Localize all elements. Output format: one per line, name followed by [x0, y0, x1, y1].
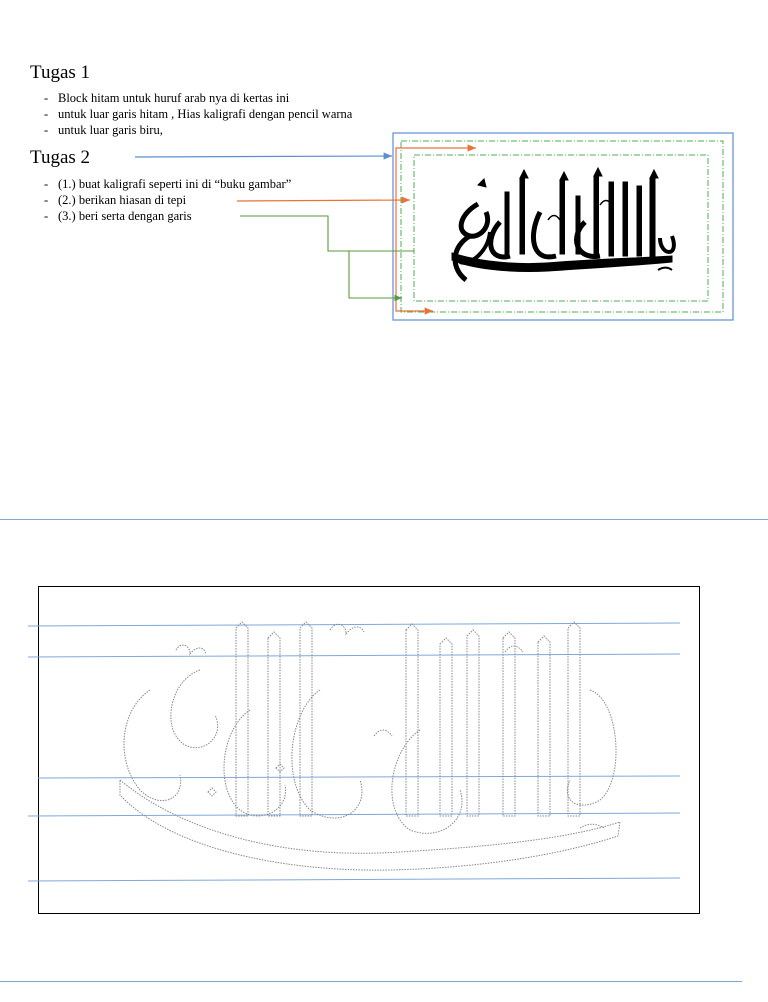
task1-item-text: untuk luar garis hitam , Hias kaligrafi dengan pencil warna [58, 107, 353, 121]
example-diagram [0, 0, 768, 340]
outline-calligraphy [0, 580, 768, 920]
black-calligraphy [452, 168, 674, 280]
green-connector-1 [240, 216, 414, 251]
bullet-dash: - [44, 123, 49, 137]
page-divider-top [0, 519, 768, 520]
task1-item-text: Block hitam untuk huruf arab nya di kertas ini [58, 91, 290, 105]
task1-item-text: untuk luar garis biru, [58, 123, 163, 137]
bullet-dash: - [44, 193, 49, 207]
blue-arrow [135, 156, 392, 157]
task2-item-text: (2.) berikan hiasan di tepi [58, 193, 187, 207]
bullet-dash: - [44, 91, 49, 105]
task2-item-text: (3.) beri serta dengan garis [58, 209, 192, 223]
task2-item-text: (1.) buat kaligrafi seperti ini di “buku gambar” [58, 177, 292, 191]
page-divider-bottom [0, 981, 742, 982]
orange-arrow-top [396, 148, 476, 203]
green-connector-2 [349, 251, 402, 298]
dotted-letters [120, 622, 620, 870]
task2-heading: Tugas 2 [30, 147, 91, 168]
bullet-dash: - [44, 209, 49, 223]
task1-heading: Tugas 1 [30, 62, 91, 83]
guide-lines [28, 623, 680, 881]
bullet-dash: - [44, 107, 49, 121]
bullet-dash: - [44, 177, 49, 191]
orange-arrow-middle [237, 200, 410, 201]
